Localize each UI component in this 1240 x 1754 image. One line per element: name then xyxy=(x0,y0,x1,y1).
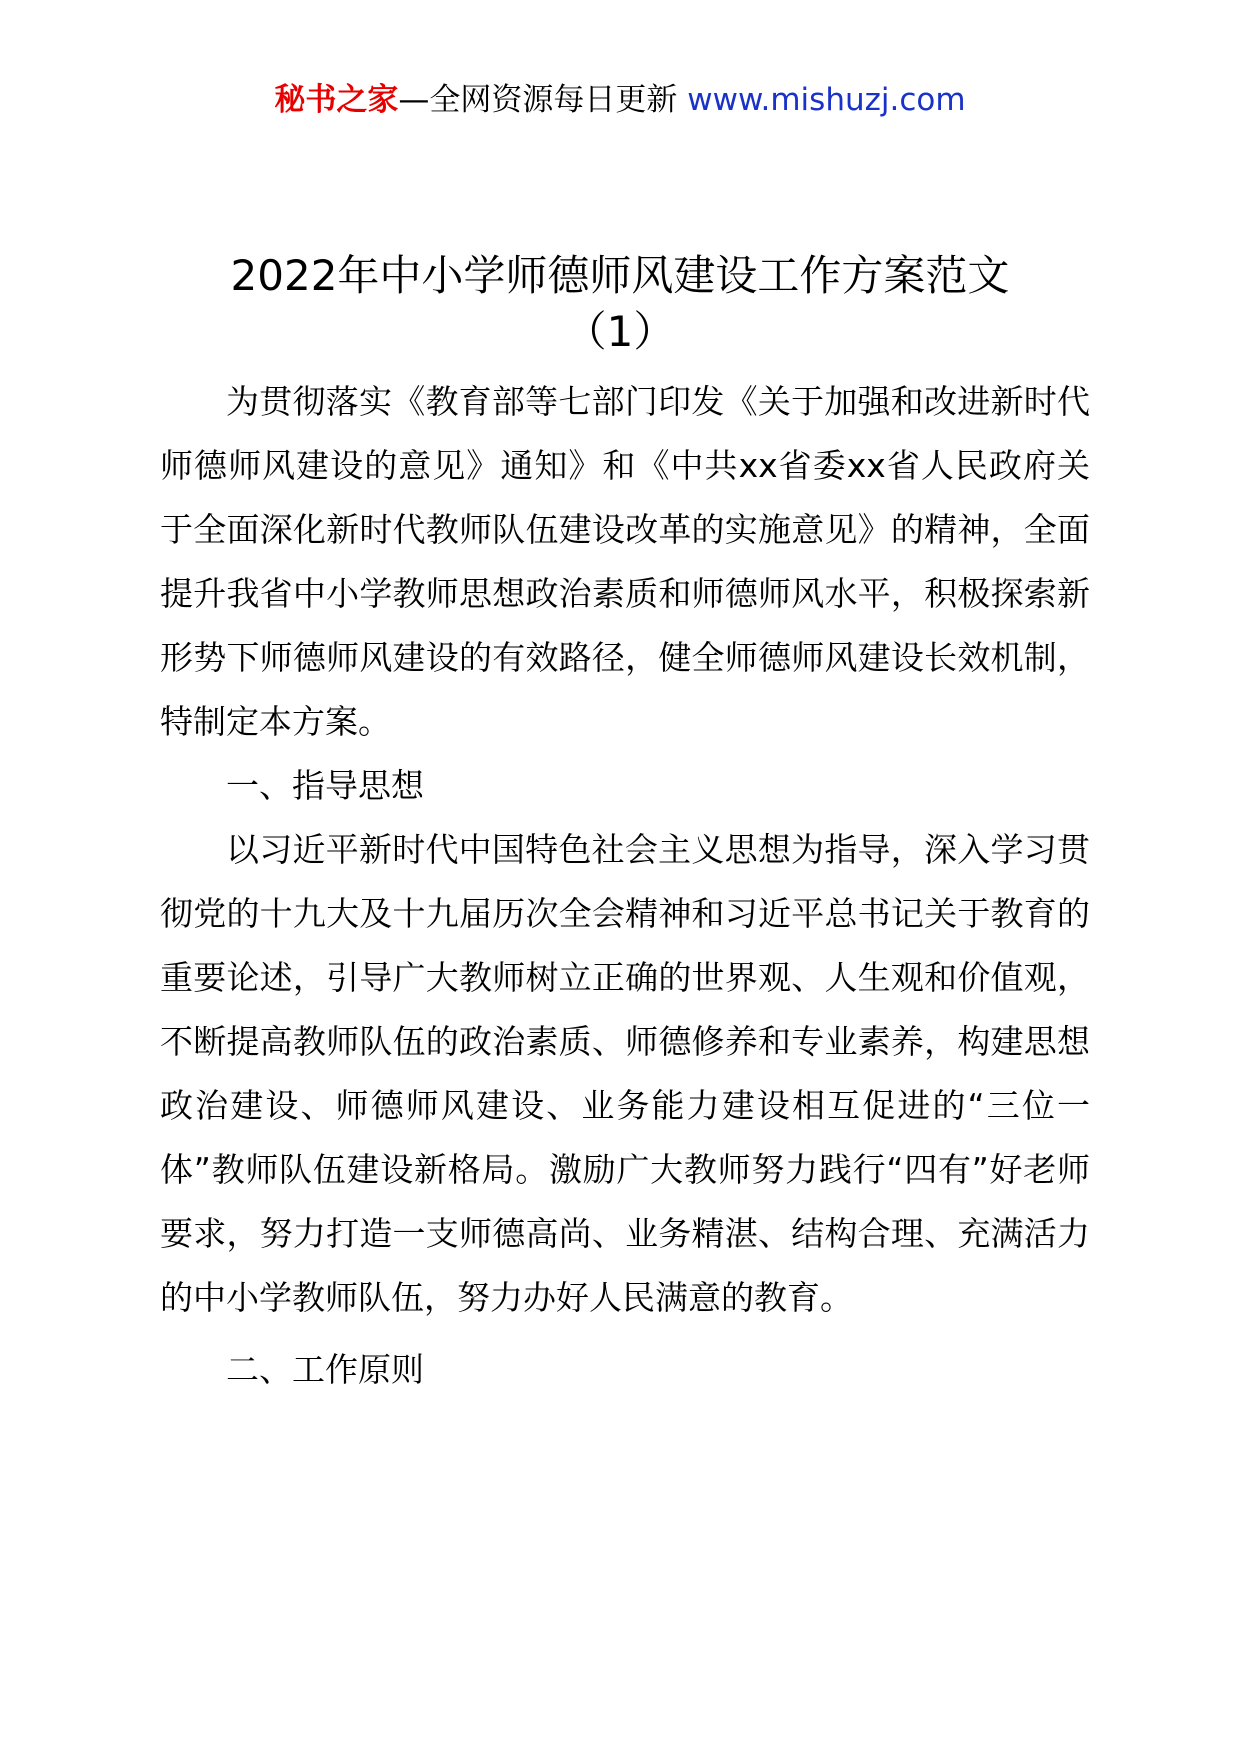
site-header xyxy=(0,80,1240,120)
document-title xyxy=(0,248,1240,360)
site-brand: 秘书之家 xyxy=(274,82,399,118)
section2-heading: 二、工作原则 xyxy=(226,1350,424,1389)
document-body xyxy=(160,370,1090,1402)
site-slogan: —全网资源每日更新 xyxy=(398,82,678,118)
document-title-line1: 2022年中小学师德师风建设工作方案范文 xyxy=(230,251,1010,300)
intro-paragraph: 为贯彻落实《教育部等七部门印发《关于加强和改进新时代师德师风建设的意见》通知》和《中共xx省委xx省人民政府关于全面深化新时代教师队伍建设改革的实施意见》的精神，全面提升我省中小学教师思想政治素质和师德师风水平，积极探索新形势下师德师风建设的有效路径，健全师德师风建设长效机制，特制定本方案。 xyxy=(160,382,1090,741)
document-title-line2: （1） xyxy=(564,307,676,356)
section1-paragraph: 以习近平新时代中国特色社会主义思想为指导，深入学习贯彻党的十九大及十九届历次全会精神和习近平总书记关于教育的重要论述，引导广大教师树立正确的世界观、人生观和价值观，不断提高教师队伍的政治素质、师德修养和专业素养，构建思想政治建设、师德师风建设、业务能力建设相互促进的“三位一体”教师队伍建设新格局。激励广大教师努力践行“四有”好老师要求，努力打造一支师德高尚、业务精湛、结构合理、充满活力的中小学教师队伍，努力办好人民满意的教育。 xyxy=(160,830,1090,1317)
section1-heading: 一、指导思想 xyxy=(226,766,424,805)
site-url-link[interactable]: www.mishuzj.com xyxy=(687,82,966,118)
